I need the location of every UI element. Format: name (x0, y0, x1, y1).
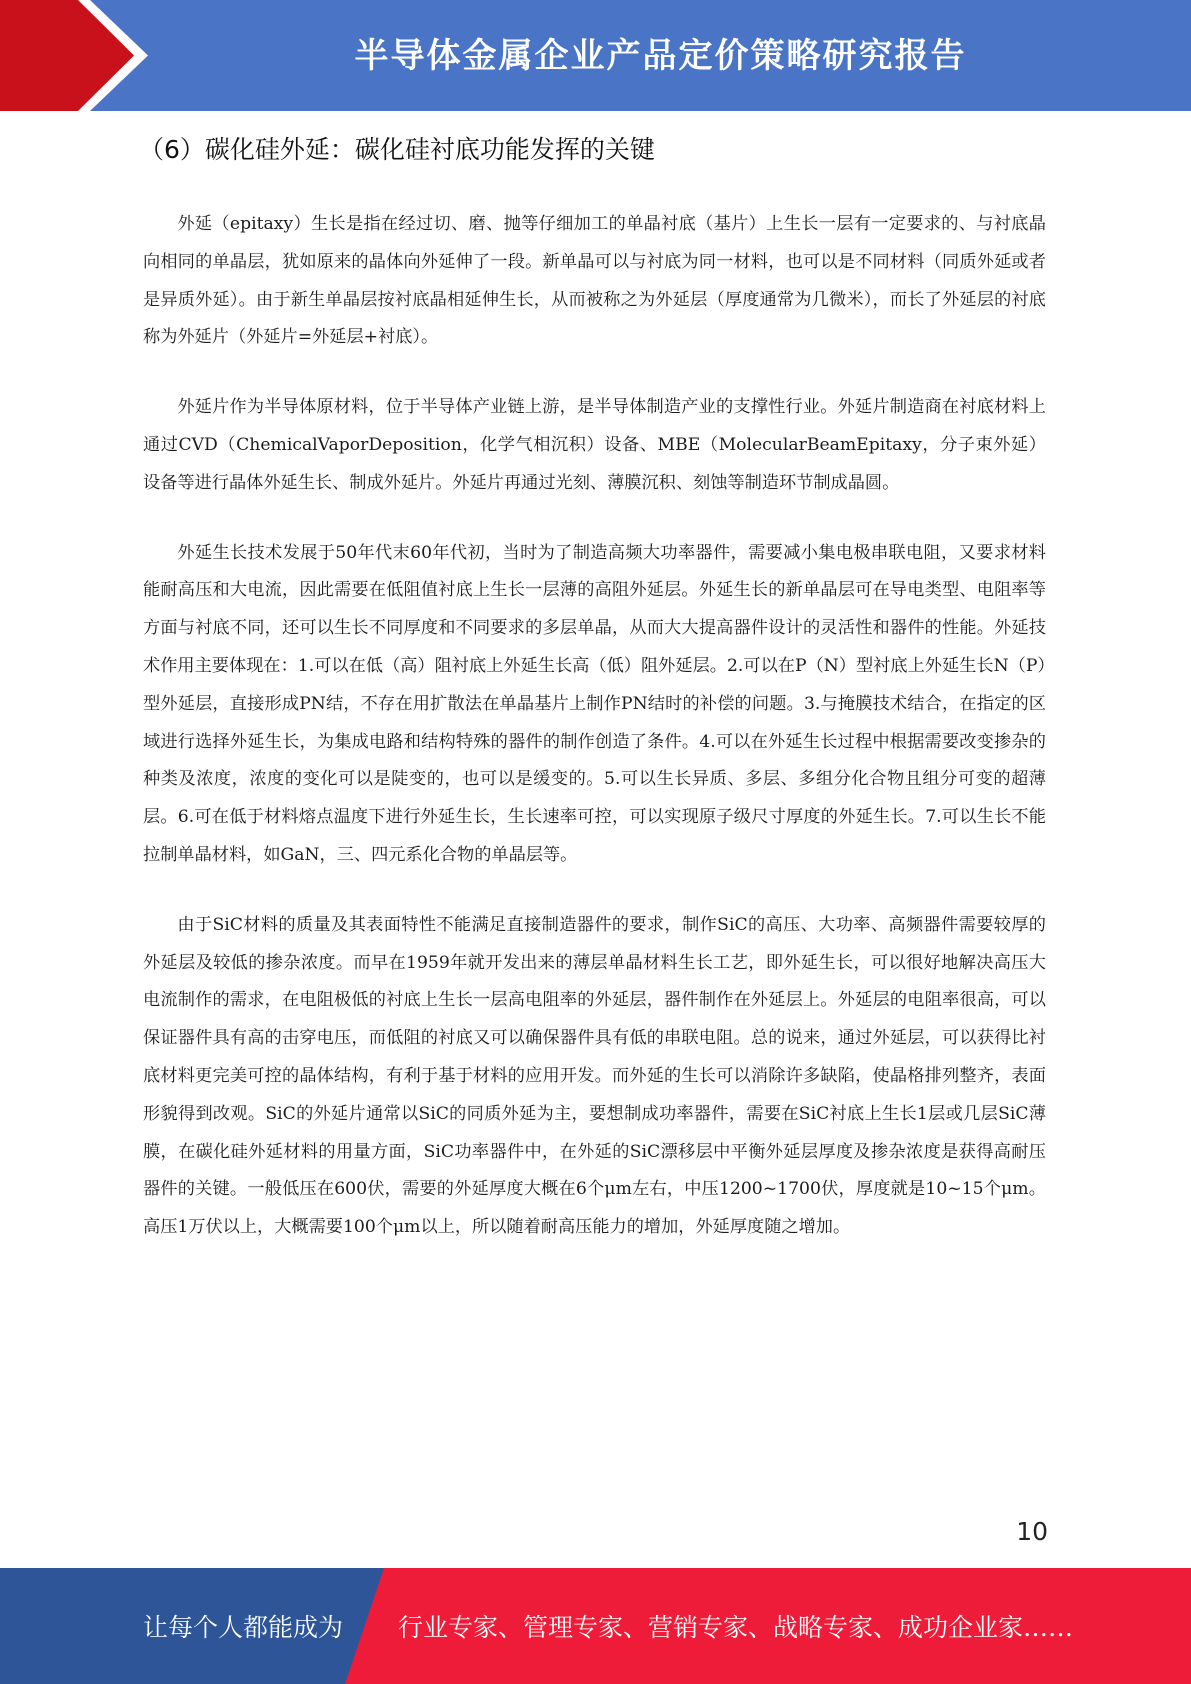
page-number: 10 (1016, 1517, 1048, 1546)
paragraph-epitaxy-history: 外延生长技术发展于50年代末60年代初，当时为了制造高频大功率器件，需要减小集电极串联电阻，又要求材料能耐高压和大电流，因此需要在低阻值衬底上生长一层薄的高阻外延层。外延生长的新单晶层可在导电类型、电阻率等方面与衬底不同，还可以生长不同厚度和不同要求的多层单晶，从而大大提高器件设计的灵活性和器件的性能。外延技术作用主要体现在：1.可以在低（高）阻衬底上外延生长高（低）阻外延层。2.可以在P（N）型衬底上外延生长N（P）型外延层，直接形成PN结，不存在用扩散法在单晶基片上制作PN结时的补偿的问题。3.与掩膜技术结合，在指定的区域进行选择外延生长，为集成电路和结构特殊的器件的制作创造了条件。4.可以在外延生长过程中根据需要改变掺杂的种类及浓度，浓度的变化可以是陡变的，也可以是缓变的。5.可以生长异质、多层、多组分化合物且组分可变的超薄层。6.可在低于材料熔点温度下进行外延生长，生长速率可控，可以实现原子级尺寸厚度的外延生长。7.可以生长不能拉制单晶材料，如GaN，三、四元系化合物的单晶层等。 (143, 542, 1046, 865)
page-header (0, 0, 1191, 111)
main-content (139, 128, 1046, 1279)
report-title: 半导体金属企业产品定价策略研究报告 (354, 35, 967, 76)
paragraph-sic-epitaxy: 由于SiC材料的质量及其表面特性不能满足直接制造器件的要求，制作SiC的高压、大功率、高频器件需要较厚的外延层及较低的掺杂浓度。而早在1959年就开发出来的薄层单晶材料生长工艺，即外延生长，可以很好地解决高压大电流制作的需求，在电阻极低的衬底上生长一层高电阻率的外延层，器件制作在外延层上。外延层的电阻率很高，可以保证器件具有高的击穿电压，而低阻的衬底又可以确保器件具有低的串联电阻。总的说来，通过外延层，可以获得比衬底材料更完美可控的晶体结构，有利于基于材料的应用开发。而外延的生长可以消除许多缺陷，使晶格排列整齐，表面形貌得到改观。SiC的外延片通常以SiC的同质外延为主，要想制成功率器件，需要在SiC衬底上生长1层或几层SiC薄膜，在碳化硅外延材料的用量方面，SiC功率器件中，在外延的SiC漂移层中平衡外延层厚度及掺杂浓度是获得高耐压器件的关键。一般低压在600伏，需要的外延厚度大概在6个μm左右，中压1200~1700伏，厚度就是10~15个μm。高压1万伏以上，大概需要100个μm以上，所以随着耐高压能力的增加，外延厚度随之增加。 (143, 914, 1046, 1238)
paragraph-epitaxy-wafer: 外延片作为半导体原材料，位于半导体产业链上游，是半导体制造产业的支撑性行业。外延片制造商在衬底材料上通过CVD（ChemicalVaporDeposition，化学气相沉积）设备、MBE（MolecularBeamEpitaxy，分子束外延）设备等进行晶体外延生长、制成外延片。外延片再通过光刻、薄膜沉积、刻蚀等制造环节制成晶圆。 (143, 397, 1046, 493)
body-paragraphs (143, 206, 1046, 1247)
header-arrow-decoration (0, 0, 160, 111)
footer-slogan-left: 让每个人都能成为 (143, 1613, 344, 1642)
footer-slogan-right: 行业专家、管理专家、营销专家、战略专家、成功企业家…… (398, 1613, 1074, 1642)
page-footer (0, 1568, 1191, 1684)
paragraph-epitaxy-definition: 外延（epitaxy）生长是指在经过切、磨、抛等仔细加工的单晶衬底（基片）上生长一层有一定要求的、与衬底晶向相同的单晶层，犹如原来的晶体向外延伸了一段。新单晶可以与衬底为同一材料，也可以是不同材料（同质外延或者是异质外延）。由于新生单晶层按衬底晶相延伸生长，从而被称之为外延层（厚度通常为几微米），而长了外延层的衬底称为外延片（外延片=外延层+衬底）。 (143, 214, 1046, 348)
section-heading: （6）碳化硅外延：碳化硅衬底功能发挥的关键 (139, 135, 655, 164)
